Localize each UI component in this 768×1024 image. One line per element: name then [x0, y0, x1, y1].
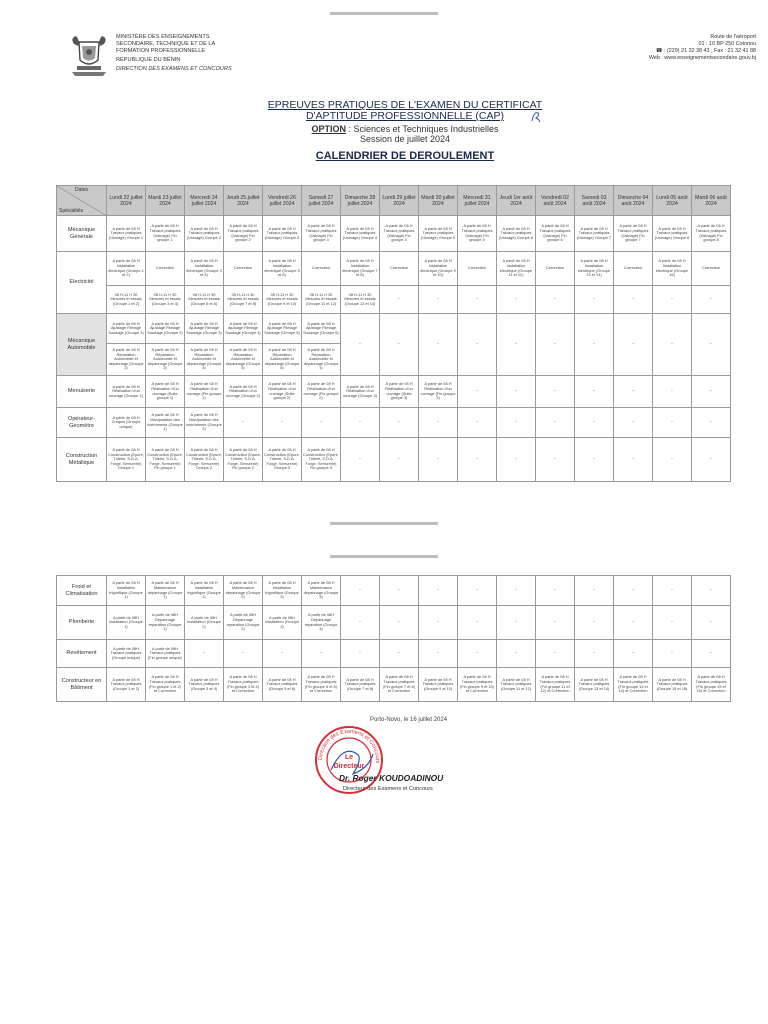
empty-cell: -: [341, 576, 380, 606]
empty-cell: -: [458, 576, 497, 606]
empty-cell: -: [536, 640, 575, 668]
specialty-cell: Revêtement: [57, 640, 107, 668]
empty-cell: -: [614, 576, 653, 606]
date-header: Jeudi 25 juillet 2024: [224, 186, 263, 216]
table-row: [57, 314, 731, 344]
schedule-cell: A partir de 08 H Travaux pratiques (Usinage) Groupe 2: [185, 216, 224, 252]
specialty-cell: Plomberie: [57, 606, 107, 640]
specialty-cell: Opérateur-Géomètre: [57, 408, 107, 438]
letterhead: [68, 32, 768, 92]
empty-cell: -: [575, 408, 614, 438]
schedule-cell: A partir de 08 H Travaux pratiques (Usinage) Fin groupe 1: [146, 216, 185, 252]
empty-cell: -: [497, 606, 536, 640]
date-header: Samedi 27 juillet 2024: [302, 186, 341, 216]
empty-cell: -: [419, 408, 458, 438]
empty-cell: -: [458, 376, 497, 408]
schedule-cell: A partir de 08 H Ajustage Filetage Soudage (Groupe 6): [302, 314, 341, 344]
empty-cell: -: [458, 314, 497, 376]
schedule-cell: A partir de 08 H Travaux pratiques (Groupe 7 et 8): [341, 668, 380, 702]
schedule-table-page-1: [56, 185, 731, 482]
schedule-cell: A partir de 08 H Installation électrique (Groupe 7 et 8): [341, 252, 380, 286]
date-header: Lundi 05 août 2024: [653, 186, 692, 216]
schedule-cell: Correction: [224, 252, 263, 286]
empty-cell: -: [419, 640, 458, 668]
empty-cell: -: [419, 606, 458, 640]
schedule-cell: A partir de 08 H Travaux pratiques (Groupe 1 et 2): [107, 668, 146, 702]
empty-cell: -: [692, 314, 731, 376]
empty-cell: -: [692, 408, 731, 438]
specialty-cell: Menuiserie: [57, 376, 107, 408]
empty-cell: -: [536, 438, 575, 482]
empty-cell: -: [458, 606, 497, 640]
empty-cell: -: [653, 438, 692, 482]
schedule-cell: A partir de 08 H Réalisation d'un ouvrage (Groupe 2): [224, 376, 263, 408]
empty-cell: -: [419, 314, 458, 376]
schedule-cell: A partir de 08 H Installation électrique (Groupe 11 et 12): [497, 252, 536, 286]
scan-artifact-bar: [330, 12, 438, 15]
empty-cell: -: [575, 640, 614, 668]
stamp-center-top: Le: [344, 754, 354, 761]
schedule-cell: A partir de 08 H Maintenance dépannage (Groupe 3): [302, 576, 341, 606]
empty-cell: -: [614, 606, 653, 640]
table-row: [57, 376, 731, 408]
contact-line: Route de l'aéroport: [710, 34, 756, 40]
empty-cell: -: [497, 376, 536, 408]
schedule-cell: A partir de 08 H Travaux pratiques (Usinage) Groupe 4: [341, 216, 380, 252]
schedule-cell: A partir de 08 H Travaux pratiques (Usinage) Fin groupe 5: [458, 216, 497, 252]
scan-artifact-bar: [330, 522, 438, 525]
empty-cell: -: [341, 438, 380, 482]
schedule-cell: Correction: [146, 252, 185, 286]
empty-cell: -: [653, 376, 692, 408]
coat-of-arms-icon: [68, 34, 110, 78]
schedule-cell: 08 H-11 H 30 Mesures et essais (Groupe 3 et 4): [146, 286, 185, 314]
empty-cell: -: [224, 640, 263, 668]
scan-artifact-bar: [330, 555, 438, 558]
schedule-cell: A partir de 08 H Travaux pratiques (Groupe 3 et 4): [185, 668, 224, 702]
schedule-cell: A partir de 08 H Ajustage Filetage Soudage (Groupe 3): [185, 314, 224, 344]
empty-cell: -: [614, 438, 653, 482]
schedule-cell: A partir de 08 H Travaux pratiques (Fin groupe 1 et 2) et Correction: [146, 668, 185, 702]
schedule-cell: A partir de 08 H Réalisation d'un ouvrage (Suite groupe 1): [146, 376, 185, 408]
ministry-line: FORMATION PROFESSIONNELLE: [116, 47, 206, 54]
schedule-cell: A partir de 08 H Réalisation d'un ouvrage (Suite groupe 2): [263, 376, 302, 408]
title-block: [250, 100, 560, 162]
schedule-cell: A partir de 08 H Ajustage Filetage Soudage (Groupe 1): [107, 314, 146, 344]
schedule-cell: 08 H-11 H 30 Mesures et essais (Groupe 5 et 6): [185, 286, 224, 314]
schedule-cell: A partir de 08 H Construction (Epure, Tôlerie, S.D.A, Forge, Serrurerie) Fin groupe 2: [224, 438, 263, 482]
empty-cell: -: [575, 314, 614, 376]
schedule-cell: A partir de 08 H Réalisation d'un ouvrage (Fin groupe 1): [185, 376, 224, 408]
stamp-center-bottom: Directeur: [333, 763, 365, 770]
schedule-cell: A partir de 08H Dépannage réparation (Groupe 1): [146, 606, 185, 640]
empty-cell: -: [653, 576, 692, 606]
contact-block: [576, 34, 756, 62]
schedule-cell: A partir de 08 H Travaux pratiques (Fin groupe 11 et 12) et Correction: [536, 668, 575, 702]
empty-cell: -: [263, 408, 302, 438]
option-line: [250, 124, 560, 134]
schedule-cell: A partir de 08 H Réparation Automobile et dépannage (Groupe 5): [224, 344, 263, 376]
schedule-cell: A partir de 08 H Installation électrique (Groupe 15): [653, 252, 692, 286]
schedule-cell: A partir de 08 H Réparation Automobile et dépannage (Groupe 3): [146, 344, 185, 376]
empty-cell: -: [497, 640, 536, 668]
ministry-line: SECONDAIRE, TECHNIQUE ET DE LA: [116, 40, 216, 47]
table-row: [57, 438, 731, 482]
schedule-cell: A partir de 08 H Travaux pratiques (Usinage) Groupe 1: [107, 216, 146, 252]
date-header: Samedi 03 août 2024: [575, 186, 614, 216]
empty-cell: -: [653, 408, 692, 438]
schedule-cell: A partir de 08 H Installation électrique (Groupe 9 et 10): [419, 252, 458, 286]
schedule-cell: A partir de 08H Travaux pratiques (Groupe unique): [107, 640, 146, 668]
schedule-cell: A partir de 08 H Ajustage Filetage Soudage (Groupe 5): [263, 314, 302, 344]
signer-name: Dr. Roger KOUDOADINOU: [339, 773, 444, 783]
schedule-cell: A partir de 08 H Installation électrique (Groupe 5 et 6): [263, 252, 302, 286]
schedule-cell: A partir de 08 H Travaux pratiques (Usinage) Fin groupe 7: [614, 216, 653, 252]
option-label: OPTION: [311, 124, 347, 134]
table-row: [57, 286, 731, 314]
schedule-cell: A partir de 08 H Travaux pratiques (Usinage) Groupe 5: [419, 216, 458, 252]
empty-cell: -: [263, 640, 302, 668]
ministry-block: [116, 34, 232, 73]
dates-label: Dates: [75, 187, 89, 193]
schedule-cell: A partir de 08 H Réalisation d'un ouvrage (Groupe 3): [341, 376, 380, 408]
title-line-1: EPREUVES PRATIQUES DE L'EXAMEN DU CERTIFICAT: [267, 99, 543, 111]
schedule-cell: A partir de 08 H Croquis (Groupe unique): [107, 408, 146, 438]
date-header: Mercredi 31 juillet 2024: [458, 186, 497, 216]
empty-cell: -: [458, 286, 497, 314]
empty-cell: -: [575, 606, 614, 640]
empty-cell: -: [380, 408, 419, 438]
specialty-cell: Mécanique Générale: [57, 216, 107, 252]
schedule-cell: A partir de 08 H Travaux pratiques (Fin groupe 7 et 8) et Correction: [380, 668, 419, 702]
date-header: Lundi 29 juillet 2024: [380, 186, 419, 216]
schedule-cell: A partir de 08 H Construction (Epure, Tôlerie, S.D.A, Forge, Serrurerie) Groupe 2: [185, 438, 224, 482]
empty-cell: -: [458, 640, 497, 668]
schedule-cell: A partir de 08 H Travaux pratiques (Usinage) Fin groupe 2: [224, 216, 263, 252]
table-row: [57, 668, 731, 702]
empty-cell: -: [653, 314, 692, 376]
empty-cell: -: [497, 286, 536, 314]
ministry-line: MINISTÈRE DES ENSEIGNEMENTS: [116, 34, 210, 40]
direction-name: DIRECTION DES EXAMENS ET CONCOURS: [116, 66, 232, 73]
schedule-cell: A partir de 08H Installation (Groupe 2): [185, 606, 224, 640]
empty-cell: -: [692, 606, 731, 640]
specialty-cell: Electricité: [57, 252, 107, 314]
schedule-cell: A partir de 08 H Installation frigorifique (Groupe 2): [185, 576, 224, 606]
empty-cell: -: [536, 606, 575, 640]
schedule-cell: A partir de 08 H Construction (Epure, Tôlerie, S.D.A, Forge, Serrurerie) Groupe 1: [107, 438, 146, 482]
session-line: Session de juillet 2024: [359, 134, 451, 144]
schedule-cell: A partir de 08 H Réalisation d'un ouvrage (Suite groupe 3): [380, 376, 419, 408]
empty-cell: -: [536, 286, 575, 314]
schedule-cell: A partir de 08 H Réalisation d'un ouvrage (Fin groupe 3): [419, 376, 458, 408]
empty-cell: -: [380, 314, 419, 376]
empty-cell: -: [653, 640, 692, 668]
schedule-cell: A partir de 08 H Travaux pratiques (Groupe 9 et 10): [419, 668, 458, 702]
specialties-label: Spécialités: [59, 208, 84, 214]
schedule-cell: A partir de 08 H Réalisation d'un ouvrage (Groupe 1): [107, 376, 146, 408]
schedule-cell: A partir de 08 H Réparation Automobile et dépannage (Groupe 2): [107, 344, 146, 376]
schedule-cell: A partir de 08 H Installation électrique (Groupe 1 et 2): [107, 252, 146, 286]
schedule-cell: A partir de 08H Dépannage réparation (Groupe 3): [302, 606, 341, 640]
schedule-cell: A partir de 08 H Manipulation des instruments (Groupe 1): [146, 408, 185, 438]
schedule-cell: A partir de 08 H Travaux pratiques (Groupe 15 et 16): [653, 668, 692, 702]
empty-cell: -: [692, 438, 731, 482]
empty-cell: -: [224, 408, 263, 438]
schedule-cell: A partir de 08 H Travaux pratiques (Fin groupe 3 et 4) et Correction: [224, 668, 263, 702]
schedule-cell: A partir de 08 H Construction (Epure, Tôlerie, S.D.A, Forge, Serrurerie) Groupe 3: [263, 438, 302, 482]
schedule-cell: 08 H-11 H 30 Mesures et essais (Groupe 13 et 14): [341, 286, 380, 314]
schedule-cell: 08 H-11 H 30 Mesures et essais (Groupe 9 et 10): [263, 286, 302, 314]
schedule-cell: Correction: [458, 252, 497, 286]
schedule-cell: A partir de 08 H Réparation Automobile et dépannage (Groupe 4): [185, 344, 224, 376]
schedule-cell: A partir de 08 H Maintenance dépannage (Groupe 1): [146, 576, 185, 606]
schedule-cell: Correction: [614, 252, 653, 286]
empty-cell: -: [497, 408, 536, 438]
date-header: Vendredi 26 juillet 2024: [263, 186, 302, 216]
date-header: Mardi 06 août 2024: [692, 186, 731, 216]
schedule-cell: A partir de 08 H Travaux pratiques (Usinage) Groupe 8: [653, 216, 692, 252]
schedule-cell: A partir de 08 H Travaux pratiques (Groupe 11 et 12): [497, 668, 536, 702]
empty-cell: -: [614, 376, 653, 408]
schedule-cell: Correction: [692, 252, 731, 286]
handwritten-mark-icon: [530, 109, 542, 123]
schedule-cell: A partir de 08 H Travaux pratiques (Usinage) Fin groupe 3: [302, 216, 341, 252]
contact-line: Web : www.enseignementsecondaire.gouv.bj: [648, 55, 756, 61]
schedule-cell: A partir de 08 H Travaux pratiques (Usinage) Fin groupe 8: [692, 216, 731, 252]
empty-cell: -: [341, 408, 380, 438]
title-line-2: D'APTITUDE PROFESSIONNELLE (CAP): [305, 110, 505, 122]
empty-cell: -: [302, 408, 341, 438]
specialty-cell: Froid et Climatisation: [57, 576, 107, 606]
empty-cell: -: [692, 640, 731, 668]
empty-cell: -: [614, 314, 653, 376]
date-header: Mardi 23 juillet 2024: [146, 186, 185, 216]
date-header: Mercredi 24 juillet 2024: [185, 186, 224, 216]
schedule-cell: A partir de 08 H Travaux pratiques (Usinage) Groupe 7: [575, 216, 614, 252]
specialty-cell: Mécanique Automobile: [57, 314, 107, 376]
empty-cell: -: [380, 438, 419, 482]
schedule-cell: A partir de 08 H Travaux pratiques (Groupe 5 et 6): [263, 668, 302, 702]
schedule-cell: Correction: [302, 252, 341, 286]
empty-cell: -: [614, 408, 653, 438]
empty-cell: -: [458, 438, 497, 482]
empty-cell: -: [341, 606, 380, 640]
schedule-cell: Correction: [380, 252, 419, 286]
empty-cell: -: [185, 640, 224, 668]
corner-cell: [57, 186, 107, 216]
specialty-cell: Construction Métallique: [57, 438, 107, 482]
schedule-cell: A partir de 08 H Construction (Epure, Tôlerie, S.D.A, Forge, Serrurerie) Fin groupe 1: [146, 438, 185, 482]
empty-cell: -: [302, 640, 341, 668]
schedule-cell: A partir de 08 H Construction (Epure, Tôlerie, S.D.A, Forge, Serrurerie) Fin groupe 3: [302, 438, 341, 482]
table-row: [57, 252, 731, 286]
empty-cell: -: [536, 408, 575, 438]
schedule-cell: A partir de 08 H Ajustage Filetage Soudage (Groupe 4): [224, 314, 263, 344]
schedule-cell: A partir de 08 H Réalisation d'un ouvrage (Fin groupe 2): [302, 376, 341, 408]
schedule-cell: A partir de 08 H Travaux pratiques (Fin groupe 9 et 10) et Correction: [458, 668, 497, 702]
contact-line: ☎ : (229) 21 32 38 43 ; Fax : 21 32 41 88: [655, 48, 756, 54]
schedule-cell: A partir de 08 H Installation électrique (Groupe 13 et 14): [575, 252, 614, 286]
table-row: [57, 640, 731, 668]
empty-cell: -: [458, 408, 497, 438]
schedule-cell: Correction: [536, 252, 575, 286]
empty-cell: -: [653, 286, 692, 314]
calendar-title: CALENDRIER DE DEROULEMENT: [315, 150, 495, 162]
schedule-cell: A partir de 08H Installation (Groupe 3): [263, 606, 302, 640]
empty-cell: -: [536, 576, 575, 606]
empty-cell: -: [692, 286, 731, 314]
schedule-cell: A partir de 08H Installation (Groupe 1): [107, 606, 146, 640]
schedule-cell: A partir de 08 H Installation frigorifique (Groupe 3): [263, 576, 302, 606]
empty-cell: -: [419, 286, 458, 314]
schedule-cell: A partir de 08 H Travaux pratiques (Fin groupe 13 et 14) et Correction: [614, 668, 653, 702]
schedule-cell: A partir de 08 H Réparation Automobile et dépannage (Groupe 1): [302, 344, 341, 376]
contact-line: 01 : 10 BP 250 Cotonou: [698, 41, 756, 47]
schedule-cell: A partir de 08H Travaux pratiques (Fin groupe unique): [146, 640, 185, 668]
schedule-cell: A partir de 08 H Travaux pratiques (Usinage) Fin groupe 6: [536, 216, 575, 252]
date-header-row: [57, 186, 731, 216]
schedule-table-page-2: [56, 575, 731, 702]
empty-cell: -: [419, 576, 458, 606]
empty-cell: -: [497, 314, 536, 376]
empty-cell: -: [575, 376, 614, 408]
empty-cell: -: [575, 286, 614, 314]
schedule-cell: A partir de 08 H Ajustage Filetage Soudage (Groupe 2): [146, 314, 185, 344]
place-date: Porto-Novo, le 16 juillet 2024: [370, 717, 448, 723]
schedule-cell: A partir de 08 H Installation électrique (Groupe 3 et 4): [185, 252, 224, 286]
empty-cell: -: [380, 606, 419, 640]
table-row: [57, 216, 731, 252]
schedule-cell: A partir de 08 H Travaux pratiques (Fin groupe 15 et 16) et Correction: [692, 668, 731, 702]
schedule-cell: A partir de 08 H Travaux pratiques (Usinage) Fin groupe 4: [380, 216, 419, 252]
schedule-cell: 08 H-11 H 30 Mesures et essais (Groupe 11 et 12): [302, 286, 341, 314]
empty-cell: -: [380, 576, 419, 606]
empty-cell: -: [614, 640, 653, 668]
empty-cell: -: [497, 438, 536, 482]
date-header: Dimanche 28 juillet 2024: [341, 186, 380, 216]
date-header: Jeudi 1er août 2024: [497, 186, 536, 216]
date-header: Lundi 22 juillet 2024: [107, 186, 146, 216]
empty-cell: -: [341, 314, 380, 376]
schedule-cell: A partir de 08 H Travaux pratiques (Groupe 13 et 14): [575, 668, 614, 702]
signer-role: Directeur des Examens et Concours: [343, 786, 433, 792]
empty-cell: -: [380, 640, 419, 668]
schedule-cell: A partir de 08H Dépannage réparation (Groupe 2): [224, 606, 263, 640]
empty-cell: -: [497, 576, 536, 606]
empty-cell: -: [575, 438, 614, 482]
empty-cell: -: [653, 606, 692, 640]
table-row: [57, 576, 731, 606]
empty-cell: -: [419, 438, 458, 482]
empty-cell: -: [341, 640, 380, 668]
schedule-cell: A partir de 08 H Réparation Automobile et dépannage (Groupe 6): [263, 344, 302, 376]
empty-cell: -: [692, 376, 731, 408]
schedule-cell: 08 H-11 H 30 Mesures et essais (Groupe 1 et 2): [107, 286, 146, 314]
schedule-cell: 08 H-11 H 30 Mesures et essais (Groupe 7 et 8): [224, 286, 263, 314]
schedule-cell: A partir de 08 H Travaux pratiques (Fin groupe 5 et 6) et Correction: [302, 668, 341, 702]
schedule-cell: A partir de 08 H Maintenance dépannage (Groupe 2): [224, 576, 263, 606]
empty-cell: -: [614, 286, 653, 314]
schedule-cell: A partir de 08 H Travaux pratiques (Usinage) Groupe 3: [263, 216, 302, 252]
schedule-cell: A partir de 08 H Manipulation des instruments (Groupe 2): [185, 408, 224, 438]
specialty-cell: Constructeur en Bâtiment: [57, 668, 107, 702]
empty-cell: -: [380, 286, 419, 314]
empty-cell: -: [692, 576, 731, 606]
schedule-cell: A partir de 08 H Installation frigorifique (Groupe 1): [107, 576, 146, 606]
empty-cell: -: [575, 576, 614, 606]
option-value: : Sciences et Techniques Industrielles: [346, 124, 499, 134]
empty-cell: -: [536, 314, 575, 376]
date-header: Dimanche 04 août 2024: [614, 186, 653, 216]
table-row: [57, 408, 731, 438]
schedule-cell: A partir de 08 H Travaux pratiques (Usinage) Groupe 6: [497, 216, 536, 252]
empty-cell: -: [536, 376, 575, 408]
date-header: Vendredi 02 août 2024: [536, 186, 575, 216]
stamp-ring-path: Direction des Examens et Concours: [317, 728, 381, 764]
country-name: RÉPUBLIQUE DU BÉNIN: [116, 57, 181, 64]
date-header: Mardi 30 juillet 2024: [419, 186, 458, 216]
table-row: [57, 606, 731, 640]
